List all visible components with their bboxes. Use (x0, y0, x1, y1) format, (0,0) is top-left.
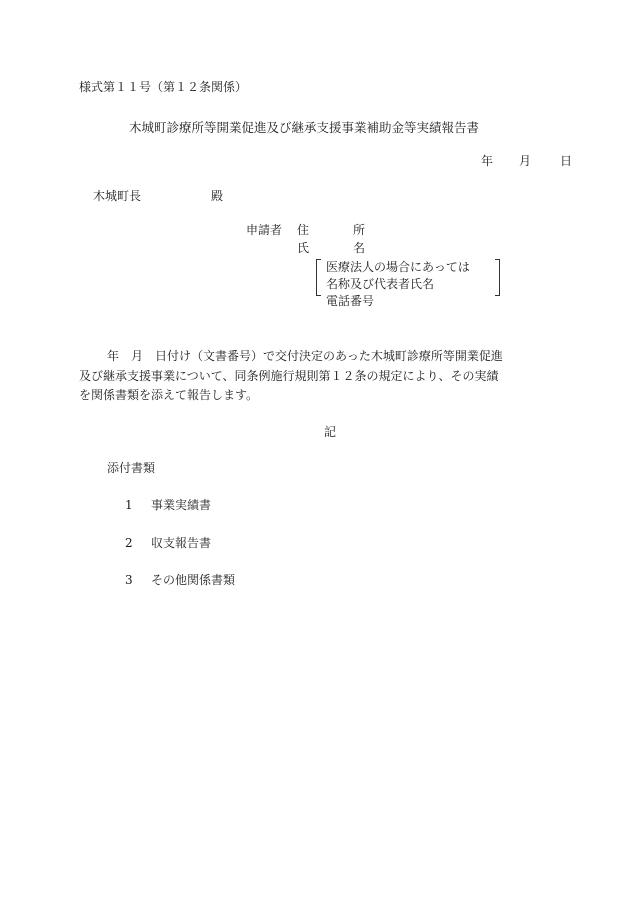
attachment-item-text: その他関係書類 (151, 573, 236, 587)
name-label-part2: 名 (353, 241, 366, 255)
document-title: 木城町診療所等開業促進及び継承支援事業補助金等実績報告書 (129, 120, 480, 135)
body-text-line3: を関係書類を添えて報告します。 (79, 388, 259, 402)
addressee-honorific: 殿 (211, 189, 224, 203)
date-year-label: 年 (481, 154, 494, 168)
ki-heading: 記 (324, 425, 337, 439)
body-text-line2: 及び継承支援事業について、同条例施行規則第１２条の規定により、その実績 (79, 369, 499, 383)
attachments-heading: 添付書類 (107, 461, 156, 475)
addressee-name: 木城町長 (93, 189, 142, 203)
name-label-part1: 氏 (297, 241, 310, 255)
form-number: 様式第１１号（第１２条関係） (79, 80, 248, 94)
corporation-note-line1: 医療法人の場合にあっては (326, 260, 470, 274)
corporation-note-line2: 名称及び代表者氏名 (326, 277, 435, 291)
applicant-label: 申請者 (246, 223, 283, 237)
attachment-item-number: 1 (125, 498, 133, 512)
date-month-label: 月 (519, 154, 532, 168)
address-label-part2: 所 (353, 223, 366, 237)
attachment-item-number: 2 (125, 536, 133, 550)
attachment-item-number: 3 (125, 573, 133, 587)
attachment-item-text: 収支報告書 (151, 536, 212, 550)
address-label-part1: 住 (297, 223, 310, 237)
date-day-label: 日 (560, 154, 573, 168)
attachment-item-text: 事業実績書 (151, 498, 212, 512)
phone-label: 電話番号 (326, 294, 375, 308)
body-text-line1: 年 月 日付け（文書番号）で交付決定のあった木城町診療所等開業促進 (107, 349, 503, 363)
